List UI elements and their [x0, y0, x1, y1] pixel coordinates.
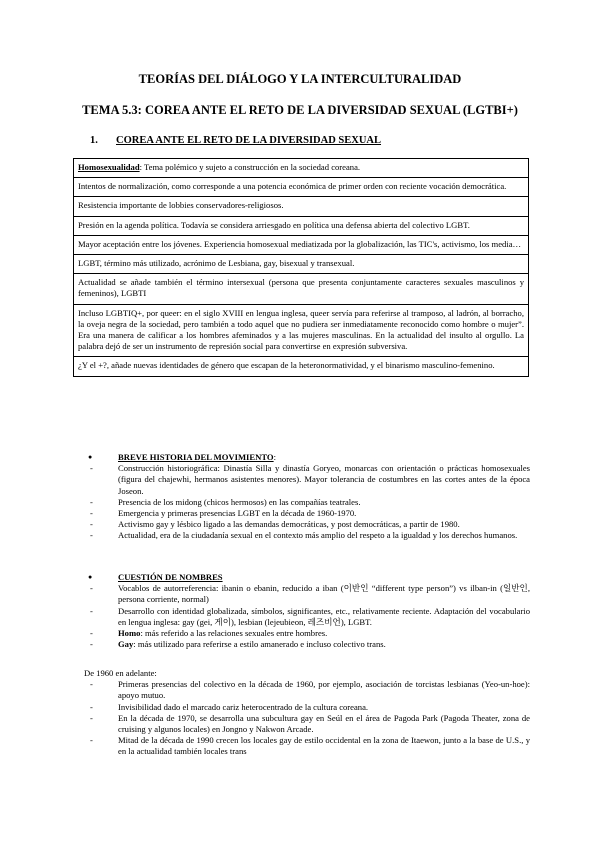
list-item: - Desarrollo con identidad globalizada, símbolos, significantes, etc., relativamente reciente. Adaptación del vocabulario en lengua inglesa: gay (gei, 게이), lesbian (lejeubieon, 레즈비언), LGBT. — [84, 606, 530, 628]
dash-marker: - — [90, 735, 93, 746]
term-label: Gay — [118, 639, 134, 650]
table-cell: LGBT, término más utilizado, acrónimo de Lesbiana, gay, bisexual y transexual. — [74, 255, 529, 274]
table-row — [74, 255, 529, 274]
table-row — [74, 178, 529, 197]
table-row — [74, 304, 529, 357]
names-section — [84, 572, 530, 650]
section-title: COREA ANTE EL RETO DE LA DIVERSIDAD SEXUAL — [116, 135, 382, 146]
term-label: Homo — [118, 628, 141, 639]
list-item: - Gay: más utilizado para referirse a estilo amanerado e incluso colectivo trans. — [84, 639, 530, 650]
table-cell: Intentos de normalización, como corresponde a una potencia económica de primer orden con reciente vocación democrática. — [74, 178, 529, 197]
dash-marker: - — [90, 605, 93, 616]
list-item: - Primeras presencias del colectivo en la década de 1960, por ejemplo, asociación de torcistas lesbianas (Yeo-un-hoe): apoyo mutuo. — [84, 679, 530, 701]
summary-table — [73, 158, 529, 377]
list-item: - Emergencia y primeras presencias LGBT en la década de 1960-1970. — [84, 508, 530, 519]
list-item: - Presencia de los midong (chicos hermosos) en las compañías teatrales. — [84, 497, 530, 508]
heading-colon: : — [273, 452, 276, 462]
history-heading-text: BREVE HISTORIA DEL MOVIMIENTO — [118, 452, 274, 462]
dash-marker: - — [90, 530, 93, 541]
cell-label: Homosexualidad — [78, 162, 140, 172]
dash-marker: - — [90, 496, 93, 507]
table-cell: Resistencia importante de lobbies conservadores-religiosos. — [74, 197, 529, 216]
section-heading — [90, 135, 381, 146]
cell-text: : Tema polémico y sujeto a construcción en la sociedad coreana. — [139, 162, 361, 172]
dash-marker: - — [90, 628, 93, 639]
list-item: - Homo: más referido a las relaciones sexuales entre hombres. — [84, 628, 530, 639]
section-number: 1. — [90, 135, 98, 146]
dash-marker: - — [90, 712, 93, 723]
list-item: - Invisibilidad dado el marcado cariz heterocentrado de la cultura coreana. — [84, 702, 530, 713]
list-item: - Activismo gay y lésbico ligado a las demandas democráticas, y post democráticas, a partir de 1980. — [84, 519, 530, 530]
list-item: - Construcción historiográfica: Dinastía Silla y dinastía Goryeo, monarcas con orientación o prácticas homosexuales (figura del chajewhi, hermanos asistentes menores). Mayor tolerancia de costumbres en las cortes antes de la época Joseon. — [84, 463, 530, 497]
list-item: - En la década de 1970, se desarrolla una subcultura gay en Seúl en el área de Pagoda Park (Pagoda Theater, zona de cruising y algunos locales) en Jongno y Nakwon Arcade. — [84, 713, 530, 735]
names-heading — [84, 572, 530, 583]
table-cell: Actualidad se añade también el término intersexual (persona que presenta conjuntamente caracteres sexuales masculinos y femeninos), LGBTI — [74, 274, 529, 304]
dash-marker: - — [90, 679, 93, 690]
dash-marker: - — [90, 508, 93, 519]
list-item: - Mitad de la década de 1990 crecen los locales gay de estilo occidental en la zona de Itaewon, junto a la base de U.S., y en la actualidad también locales trans — [84, 735, 530, 757]
since-1960-section — [84, 668, 530, 758]
dash-marker: - — [90, 463, 93, 474]
bullet-icon: ● — [88, 573, 93, 581]
table-cell: Incluso LGBTIQ+, por queer: en el siglo XVIII en lengua inglesa, queer servía para referirse al tramposo, al ladrón, al borracho, la oveja negra de la sociedad, pero también a todo aquel que no pudiera ser inmediatamente reconocido como hombre o mujer”. Era una manera de calificar a los hombres afeminados y a las mujeres masculinas. En la actualidad del insulto al orgullo. La palabra dejó de ser un instrumento de represión social para convertirse en expresión subversiva. — [74, 304, 529, 357]
list-item: - Actualidad, era de la ciudadanía sexual en el contexto más amplio del respeto a la igualdad y los derechos humanos. — [84, 530, 530, 541]
dash-marker: - — [90, 639, 93, 650]
history-heading — [84, 452, 530, 463]
table-row — [74, 357, 529, 376]
dash-marker: - — [90, 519, 93, 530]
bullet-icon: ● — [88, 453, 93, 461]
section-intro: De 1960 en adelante: — [84, 668, 157, 678]
table-row — [74, 274, 529, 304]
table-row — [74, 235, 529, 254]
list-item: - Vocablos de autorreferencia: ibanin o ebanin, reducido a iban (이반인 “different type person”) vs ilban-in (일반인, persona corriente, normal) — [84, 583, 530, 605]
table-row — [74, 216, 529, 235]
table-row — [74, 159, 529, 178]
table-cell — [74, 159, 529, 178]
table-cell: ¿Y el +?, añade nuevas identidades de género que escapan de la heteronormatividad, y el binarismo masculino-femenino. — [74, 357, 529, 376]
history-section — [84, 452, 530, 542]
table-cell: Presión en la agenda política. Todavía se considera arriesgado en política una defensa abierta del colectivo LGBT. — [74, 216, 529, 235]
table-row — [74, 197, 529, 216]
document-title: TEORÍAS DEL DIÁLOGO Y LA INTERCULTURALIDAD — [138, 72, 462, 86]
dash-marker: - — [90, 583, 93, 594]
topic-title: TEMA 5.3: COREA ANTE EL RETO DE LA DIVERSIDAD SEXUAL (LGTBI+) — [82, 103, 518, 117]
table-cell: Mayor aceptación entre los jóvenes. Experiencia homosexual mediatizada por la globalización, las TIC's, activismo, los media… — [74, 235, 529, 254]
dash-marker: - — [90, 701, 93, 712]
names-heading-text: CUESTIÓN DE NOMBRES — [118, 572, 223, 582]
